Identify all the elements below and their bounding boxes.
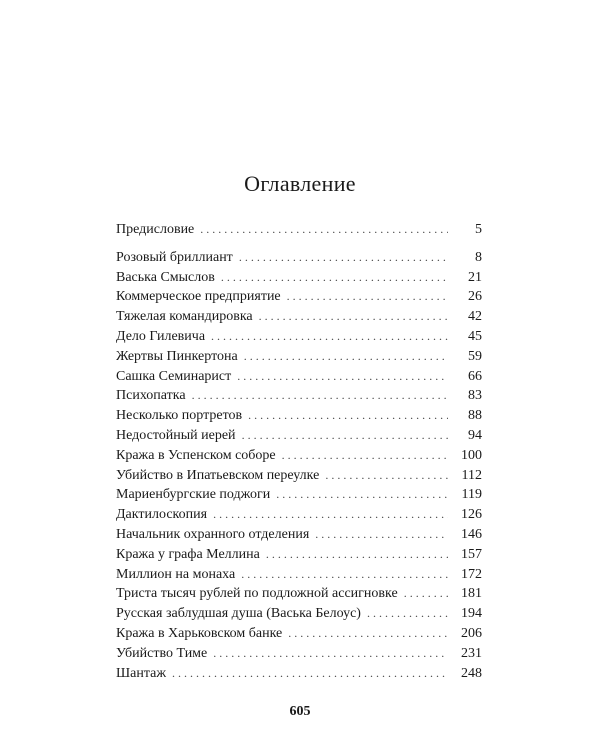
toc-entry-page: 112 bbox=[461, 467, 482, 483]
toc-entry-page: 100 bbox=[461, 447, 482, 463]
toc-entry-title: Жертвы Пинкертона bbox=[116, 348, 238, 364]
toc-entry-title: Тяжелая командировка bbox=[116, 309, 253, 325]
toc-entry-page: 88 bbox=[468, 408, 482, 424]
toc-entry-title: Розовый бриллиант bbox=[116, 249, 233, 265]
toc-entry[interactable] bbox=[116, 644, 482, 664]
toc-entry[interactable] bbox=[116, 347, 482, 367]
toc-entry-title: Недостойный иерей bbox=[116, 427, 236, 443]
toc-entry-page: 194 bbox=[461, 606, 482, 622]
page-title: Оглавление bbox=[244, 171, 356, 196]
toc-entry-page: 21 bbox=[468, 269, 482, 285]
toc-dot-leader bbox=[276, 485, 448, 505]
toc-dot-leader bbox=[211, 327, 448, 347]
toc-entry-title: Убийство в Ипатьевском переулке bbox=[116, 467, 320, 483]
toc-entry-title: Несколько портретов bbox=[116, 408, 243, 424]
toc-dot-leader bbox=[241, 565, 448, 585]
toc-entry-title: Мариенбургские поджоги bbox=[116, 487, 271, 503]
toc-dot-leader bbox=[259, 307, 448, 327]
toc-entry[interactable] bbox=[116, 248, 482, 268]
toc-entry-title: Кража в Харьковском банке bbox=[116, 625, 283, 641]
page-number: 605 bbox=[289, 704, 311, 719]
toc-entry-page: 181 bbox=[461, 586, 482, 602]
toc-entry-page: 26 bbox=[468, 289, 482, 305]
toc-entry-title: Русская заблудшая душа (Васька Белоус) bbox=[116, 606, 361, 622]
toc-dot-leader bbox=[200, 220, 448, 240]
toc-dot-leader bbox=[213, 505, 448, 525]
toc-entry[interactable] bbox=[116, 664, 482, 684]
toc-dot-leader bbox=[288, 624, 448, 644]
toc-entry[interactable] bbox=[116, 505, 482, 525]
toc-entry-title: Дело Гилевича bbox=[116, 328, 206, 344]
toc-entry-title: Убийство Тиме bbox=[116, 645, 208, 661]
toc-dot-leader bbox=[325, 466, 448, 486]
toc-entry-page: 146 bbox=[461, 526, 482, 542]
toc-entry-title: Триста тысяч рублей по подложной ассигновке bbox=[116, 586, 398, 602]
toc-dot-leader bbox=[244, 347, 448, 367]
toc-entry-page: 126 bbox=[461, 507, 482, 523]
toc-entry-title: Шантаж bbox=[116, 665, 167, 681]
toc-entry-title: Васька Смыслов bbox=[116, 269, 215, 285]
toc-entry-title: Миллион на монаха bbox=[116, 566, 236, 582]
toc-entry[interactable] bbox=[116, 327, 482, 347]
toc-entry-page: 157 bbox=[461, 546, 482, 562]
toc-dot-leader bbox=[172, 664, 448, 684]
toc-entry-title: Дактилоскопия bbox=[116, 507, 208, 523]
toc-entry-title: Коммерческое предприятие bbox=[116, 289, 281, 305]
toc-entry[interactable] bbox=[116, 604, 482, 624]
toc-entry-page: 66 bbox=[468, 368, 482, 384]
toc-entry[interactable] bbox=[116, 220, 482, 240]
toc-dot-leader bbox=[239, 248, 448, 268]
toc-entry-page: 42 bbox=[468, 309, 482, 325]
toc-dot-leader bbox=[242, 426, 448, 446]
toc-dot-leader bbox=[266, 545, 448, 565]
toc-entry-page: 83 bbox=[468, 388, 482, 404]
toc-entry-page: 119 bbox=[461, 487, 482, 503]
toc-entry-page: 248 bbox=[461, 665, 482, 681]
toc-dot-leader bbox=[367, 604, 448, 624]
toc-entry-title: Кража в Успенском соборе bbox=[116, 447, 276, 463]
toc-entry-page: 59 bbox=[468, 348, 482, 364]
toc-dot-leader bbox=[315, 525, 448, 545]
toc-entry[interactable] bbox=[116, 406, 482, 426]
toc-entry[interactable] bbox=[116, 386, 482, 406]
toc-entry[interactable] bbox=[116, 287, 482, 307]
toc-entry-page: 94 bbox=[468, 427, 482, 443]
toc-entry[interactable] bbox=[116, 525, 482, 545]
toc-dot-leader bbox=[221, 268, 448, 288]
table-of-contents bbox=[116, 220, 482, 683]
toc-entry-title: Начальник охранного отделения bbox=[116, 526, 310, 542]
toc-dot-leader bbox=[213, 644, 448, 664]
toc-entry[interactable] bbox=[116, 466, 482, 486]
toc-entry[interactable] bbox=[116, 624, 482, 644]
toc-entry[interactable] bbox=[116, 446, 482, 466]
toc-entry-title: Предисловие bbox=[116, 222, 195, 237]
toc-dot-leader bbox=[404, 584, 448, 604]
toc-entry-page: 172 bbox=[461, 566, 482, 582]
toc-dot-leader bbox=[287, 287, 448, 307]
toc-dot-leader bbox=[192, 386, 448, 406]
toc-dot-leader bbox=[248, 406, 448, 426]
toc-entry[interactable] bbox=[116, 584, 482, 604]
toc-entry-title: Сашка Семинарист bbox=[116, 368, 232, 384]
toc-dot-leader bbox=[237, 367, 448, 387]
toc-dot-leader bbox=[282, 446, 448, 466]
toc-entry-page: 206 bbox=[461, 625, 482, 641]
toc-entry[interactable] bbox=[116, 426, 482, 446]
toc-entry-title: Кража у графа Меллина bbox=[116, 546, 260, 562]
toc-entry-page: 231 bbox=[461, 645, 482, 661]
toc-entry-page: 45 bbox=[468, 328, 482, 344]
toc-entry-page: 5 bbox=[475, 222, 482, 237]
toc-entry-page: 8 bbox=[475, 249, 482, 265]
toc-entry[interactable] bbox=[116, 565, 482, 585]
toc-entry[interactable] bbox=[116, 367, 482, 387]
toc-entry[interactable] bbox=[116, 485, 482, 505]
toc-entry-title: Психопатка bbox=[116, 388, 186, 404]
toc-entry[interactable] bbox=[116, 268, 482, 288]
toc-entry[interactable] bbox=[116, 307, 482, 327]
toc-entry[interactable] bbox=[116, 545, 482, 565]
